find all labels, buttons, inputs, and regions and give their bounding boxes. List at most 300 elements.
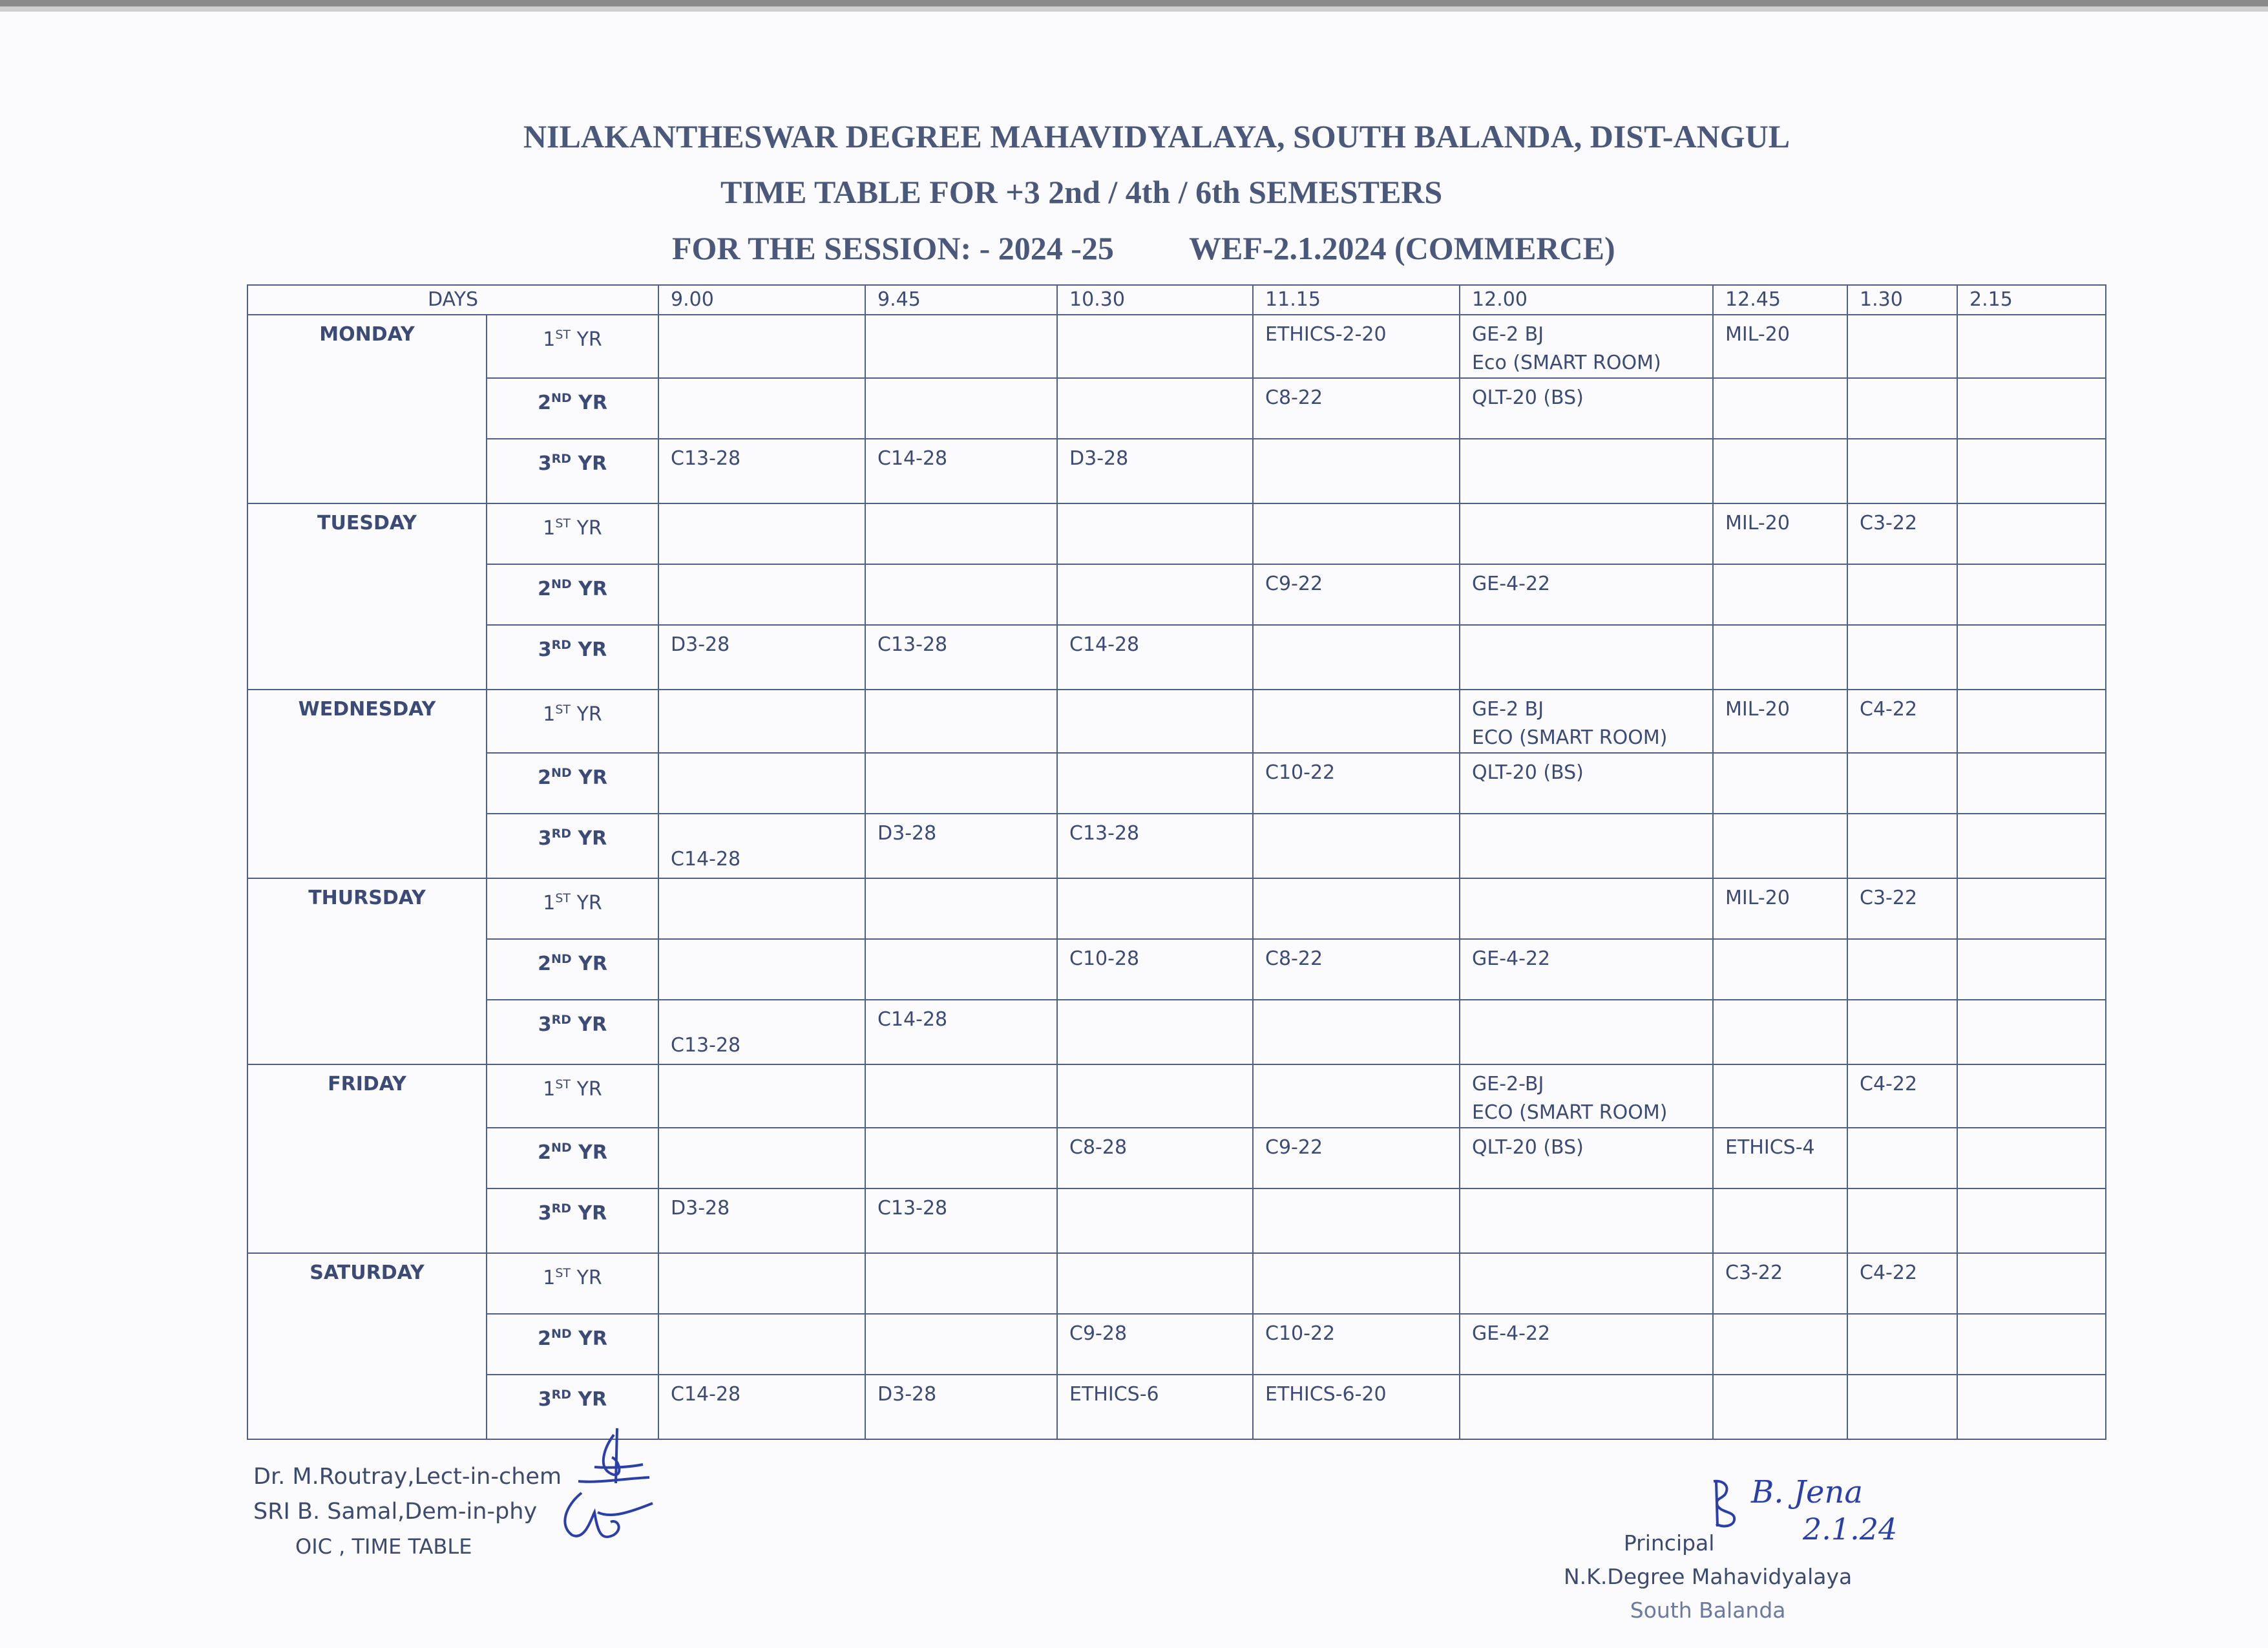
period-cell: [1847, 503, 1957, 564]
period-cell: [1957, 625, 2106, 690]
year-number: 1: [543, 1078, 556, 1101]
period-cell: [1847, 1253, 1957, 1314]
subject-text: GE-2 BJ: [1472, 323, 1544, 346]
period-cell: [1460, 1314, 1713, 1375]
timetable-row: [247, 878, 2106, 939]
year-label: [487, 753, 658, 814]
period-cell: [1253, 753, 1460, 814]
timetable-row: [247, 1064, 2106, 1128]
period-cell: [1713, 814, 1847, 878]
period-cell: [1460, 1188, 1713, 1253]
year-number: 1: [543, 703, 556, 726]
principal-title: Principal: [1623, 1530, 1715, 1556]
subject-text: C9-22: [1265, 1136, 1323, 1159]
subject-text: ETHICS-6: [1069, 1383, 1159, 1406]
period-cell: [658, 939, 865, 1000]
timetable-row: [247, 1000, 2106, 1064]
timetable: [247, 284, 2106, 1440]
year-label: [487, 1188, 658, 1253]
period-cell: [1957, 878, 2106, 939]
year-number: 1: [543, 328, 556, 351]
subject-text: C8-22: [1265, 386, 1323, 409]
timetable-row: [247, 315, 2106, 378]
timetable-row: [247, 939, 2106, 1000]
period-cell: [658, 878, 865, 939]
period-cell: [1957, 1000, 2106, 1064]
period-cell: [658, 503, 865, 564]
period-cell: [1253, 1188, 1460, 1253]
subject-text: MIL-20: [1725, 698, 1790, 721]
year-label: [487, 1253, 658, 1314]
period-cell: [1057, 378, 1253, 439]
period-cell: [1847, 814, 1957, 878]
year-number: 3: [538, 1202, 552, 1225]
year-number: 3: [538, 1013, 552, 1036]
subject-text: ETHICS-4: [1725, 1136, 1815, 1159]
period-cell: [1713, 564, 1847, 625]
subject-text: D3-28: [877, 1383, 937, 1406]
period-cell: [1253, 1314, 1460, 1375]
period-cell: [1253, 878, 1460, 939]
period-cell: [1460, 1064, 1713, 1128]
principal-initials-text: B. Jena: [1751, 1474, 1863, 1510]
period-cell: [1057, 1253, 1253, 1314]
subject-text: C9-28: [1069, 1322, 1128, 1345]
period-cell: [1957, 503, 2106, 564]
subject-text: C10-22: [1265, 761, 1336, 784]
subject-text: ECO (SMART ROOM): [1472, 726, 1668, 749]
day-label: MONDAY: [247, 315, 487, 503]
period-cell: [1847, 1064, 1957, 1128]
time-header: 12.45: [1713, 285, 1847, 315]
year-suffix: YR: [578, 766, 607, 789]
subject-text: C10-22: [1265, 1322, 1336, 1345]
year-suffix: YR: [578, 1388, 607, 1411]
year-ordinal: RD: [551, 638, 571, 652]
timetable-row: [247, 690, 2106, 753]
subject-text: C3-22: [1860, 887, 1918, 909]
year-suffix: YR: [576, 1267, 602, 1289]
period-cell: [1957, 1064, 2106, 1128]
period-cell: [1253, 503, 1460, 564]
day-label: THURSDAY: [247, 878, 487, 1064]
subject-text: ETHICS-6-20: [1265, 1383, 1387, 1406]
period-cell: [1847, 939, 1957, 1000]
period-cell: [1460, 814, 1713, 878]
period-cell: [1057, 878, 1253, 939]
period-cell: [1957, 1314, 2106, 1375]
handwritten-signature: [552, 1422, 675, 1570]
period-cell: [865, 1253, 1057, 1314]
period-cell: [658, 814, 865, 878]
year-number: 2: [538, 1327, 551, 1350]
year-ordinal: ND: [551, 952, 572, 966]
year-ordinal: ND: [551, 1327, 572, 1341]
scan-edge-shadow: [0, 6, 2268, 12]
time-header: 12.00: [1460, 285, 1713, 315]
period-cell: [1057, 1188, 1253, 1253]
year-suffix: YR: [578, 639, 607, 661]
year-number: 2: [538, 766, 551, 789]
subject-text: D3-28: [877, 822, 937, 845]
subject-text: C14-28: [671, 848, 741, 871]
period-cell: [1957, 814, 2106, 878]
period-cell: [658, 690, 865, 753]
subject-text: C8-28: [1069, 1136, 1128, 1159]
period-cell: [1253, 1064, 1460, 1128]
year-label: [487, 878, 658, 939]
period-cell: [865, 439, 1057, 503]
period-cell: [865, 753, 1057, 814]
wef-line: WEF-2.1.2024 (COMMERCE): [1189, 230, 1615, 266]
period-cell: [1713, 690, 1847, 753]
period-cell: [1460, 753, 1713, 814]
period-cell: [1057, 690, 1253, 753]
period-cell: [658, 1188, 865, 1253]
college-name: NILAKANTHESWAR DEGREE MAHAVIDYALAYA, SOUTH BALANDA, DIST-ANGUL: [523, 118, 1790, 154]
subject-text: C14-28: [1069, 633, 1140, 656]
year-ordinal: ST: [555, 1266, 571, 1280]
subject-text: MIL-20: [1725, 512, 1790, 534]
time-header: 2.15: [1957, 285, 2106, 315]
period-cell: [658, 1128, 865, 1188]
year-suffix: YR: [576, 328, 602, 351]
subject-text: C3-22: [1860, 512, 1918, 534]
year-suffix: YR: [578, 953, 607, 975]
college-short-name: N.K.Degree Mahavidyalaya: [1564, 1564, 1853, 1589]
subject-text: C13-28: [671, 447, 741, 470]
period-cell: [1847, 439, 1957, 503]
period-cell: [1957, 1253, 2106, 1314]
time-header: 1.30: [1847, 285, 1957, 315]
period-cell: [1253, 1128, 1460, 1188]
subject-text: C10-28: [1069, 947, 1140, 970]
period-cell: [1847, 564, 1957, 625]
timetable-row: [247, 753, 2106, 814]
period-cell: [1957, 1375, 2106, 1439]
period-cell: [865, 1314, 1057, 1375]
year-number: 3: [538, 452, 552, 475]
period-cell: [658, 315, 865, 378]
period-cell: [1460, 503, 1713, 564]
subject-text: GE-2 BJ: [1472, 698, 1544, 721]
period-cell: [1253, 1375, 1460, 1439]
period-cell: [658, 1314, 865, 1375]
period-cell: [1847, 1000, 1957, 1064]
period-cell: [1460, 1375, 1713, 1439]
oic-signature-block: [253, 1459, 562, 1564]
period-cell: [1253, 1000, 1460, 1064]
period-cell: [1957, 690, 2106, 753]
subject-text: C13-28: [1069, 822, 1140, 845]
period-cell: [1713, 1000, 1847, 1064]
period-cell: [865, 878, 1057, 939]
year-ordinal: ST: [555, 1077, 571, 1092]
year-ordinal: RD: [551, 452, 571, 466]
period-cell: [1460, 878, 1713, 939]
period-cell: [1460, 939, 1713, 1000]
period-cell: [1460, 315, 1713, 378]
period-cell: [1957, 753, 2106, 814]
period-cell: [1713, 378, 1847, 439]
period-cell: [1253, 939, 1460, 1000]
year-ordinal: ND: [551, 577, 572, 591]
year-suffix: YR: [576, 517, 602, 540]
period-cell: [658, 1000, 865, 1064]
days-header: DAYS: [247, 285, 658, 315]
year-number: 3: [538, 827, 552, 850]
year-label: [487, 1314, 658, 1375]
period-cell: [1057, 814, 1253, 878]
year-number: 2: [538, 392, 551, 414]
period-cell: [1957, 378, 2106, 439]
subject-text: C14-28: [671, 1383, 741, 1406]
subject-text: D3-28: [671, 1197, 730, 1220]
year-number: 3: [538, 1388, 552, 1411]
period-cell: [1057, 939, 1253, 1000]
period-cell: [1057, 439, 1253, 503]
subject-text: C13-28: [877, 633, 948, 656]
subject-text: C4-22: [1860, 698, 1918, 721]
period-cell: [865, 1128, 1057, 1188]
year-ordinal: ST: [555, 328, 571, 342]
subject-text: QLT-20 (BS): [1472, 761, 1584, 784]
year-suffix: YR: [576, 703, 602, 726]
period-cell: [1253, 690, 1460, 753]
period-cell: [865, 378, 1057, 439]
year-ordinal: ND: [551, 391, 572, 405]
subject-text: C14-28: [877, 1008, 948, 1031]
subject-text: QLT-20 (BS): [1472, 1136, 1584, 1159]
period-cell: [658, 625, 865, 690]
period-cell: [1460, 564, 1713, 625]
period-cell: [1957, 315, 2106, 378]
period-cell: [1057, 1375, 1253, 1439]
year-label: [487, 564, 658, 625]
principal-signature-block: [1564, 1527, 1852, 1627]
day-label: WEDNESDAY: [247, 690, 487, 878]
period-cell: [1057, 564, 1253, 625]
year-suffix: YR: [578, 452, 607, 475]
timetable-row: [247, 814, 2106, 878]
period-cell: [1460, 439, 1713, 503]
year-suffix: YR: [576, 892, 602, 914]
period-cell: [1713, 1188, 1847, 1253]
period-cell: [1057, 1064, 1253, 1128]
period-cell: [1057, 1314, 1253, 1375]
period-cell: [1847, 690, 1957, 753]
period-cell: [1847, 753, 1957, 814]
timetable-row: [247, 625, 2106, 690]
year-label: [487, 1000, 658, 1064]
period-cell: [865, 1064, 1057, 1128]
period-cell: [1847, 1375, 1957, 1439]
period-cell: [1057, 503, 1253, 564]
period-cell: [1957, 564, 2106, 625]
year-ordinal: ST: [555, 703, 571, 717]
year-label: [487, 503, 658, 564]
period-cell: [658, 1375, 865, 1439]
timetable-row: [247, 1128, 2106, 1188]
subject-text: C13-28: [671, 1034, 741, 1057]
period-cell: [865, 1000, 1057, 1064]
period-cell: [1713, 625, 1847, 690]
period-cell: [1057, 1128, 1253, 1188]
period-cell: [1057, 625, 1253, 690]
year-label: [487, 378, 658, 439]
timetable-body: [247, 315, 2106, 1439]
period-cell: [1847, 878, 1957, 939]
period-cell: [1253, 814, 1460, 878]
year-label: [487, 939, 658, 1000]
subject-text: Eco (SMART ROOM): [1472, 352, 1661, 374]
scan-edge: [0, 0, 2268, 6]
period-cell: [865, 690, 1057, 753]
session-line: FOR THE SESSION: - 2024 -25: [672, 230, 1114, 266]
subject-text: D3-28: [1069, 447, 1129, 470]
period-cell: [1957, 1128, 2106, 1188]
timetable-row: [247, 378, 2106, 439]
year-label: [487, 315, 658, 378]
year-suffix: YR: [576, 1078, 602, 1101]
timetable-title: TIME TABLE FOR +3 2nd / 4th / 6th SEMESTERS: [720, 174, 1443, 210]
year-suffix: YR: [578, 1141, 607, 1164]
period-cell: [1057, 1000, 1253, 1064]
period-cell: [865, 1375, 1057, 1439]
period-cell: [1847, 625, 1957, 690]
year-number: 2: [538, 1141, 551, 1164]
year-suffix: YR: [578, 578, 607, 600]
period-cell: [1460, 625, 1713, 690]
subject-text: QLT-20 (BS): [1472, 386, 1584, 409]
year-suffix: YR: [578, 1202, 607, 1225]
period-cell: [865, 625, 1057, 690]
period-cell: [1847, 1314, 1957, 1375]
subject-text: C4-22: [1860, 1073, 1918, 1095]
time-header: 10.30: [1057, 285, 1253, 315]
header-row: [247, 285, 2106, 315]
oic-name-2: SRI B. Samal,Dem-in-phy: [253, 1499, 538, 1525]
subject-text: C4-22: [1860, 1262, 1918, 1284]
college-location: South Balanda: [1630, 1598, 1786, 1623]
period-cell: [1847, 378, 1957, 439]
subject-text: MIL-20: [1725, 323, 1790, 346]
period-cell: [1253, 378, 1460, 439]
period-cell: [1713, 1128, 1847, 1188]
period-cell: [1957, 939, 2106, 1000]
year-label: [487, 1128, 658, 1188]
period-cell: [1253, 439, 1460, 503]
oic-name-1: Dr. M.Routray,Lect-in-chem: [253, 1464, 562, 1490]
year-suffix: YR: [578, 827, 607, 850]
period-cell: [1057, 753, 1253, 814]
year-label: [487, 439, 658, 503]
year-suffix: YR: [578, 1327, 607, 1350]
timetable-row: [247, 1188, 2106, 1253]
year-ordinal: RD: [551, 1013, 571, 1027]
year-ordinal: RD: [551, 827, 571, 841]
time-header: 11.15: [1253, 285, 1460, 315]
period-cell: [865, 814, 1057, 878]
subject-text: GE-4-22: [1472, 1322, 1551, 1345]
period-cell: [1460, 1128, 1713, 1188]
timetable-row: [247, 503, 2106, 564]
principal-date-text: 2.1.24: [1803, 1512, 1898, 1547]
timetable-row: [247, 564, 2106, 625]
period-cell: [658, 1064, 865, 1128]
subject-text: GE-2-BJ: [1472, 1073, 1544, 1095]
day-label: TUESDAY: [247, 503, 487, 690]
period-cell: [1253, 315, 1460, 378]
period-cell: [1713, 878, 1847, 939]
period-cell: [1957, 1188, 2106, 1253]
period-cell: [658, 564, 865, 625]
period-cell: [1713, 315, 1847, 378]
oic-title: OIC , TIME TABLE: [295, 1534, 472, 1559]
year-ordinal: RD: [551, 1388, 571, 1402]
period-cell: [1713, 1375, 1847, 1439]
subject-text: C14-28: [877, 447, 948, 470]
year-label: [487, 814, 658, 878]
period-cell: [1713, 439, 1847, 503]
period-cell: [1713, 503, 1847, 564]
period-cell: [658, 378, 865, 439]
subject-text: ECO (SMART ROOM): [1472, 1101, 1668, 1124]
period-cell: [1847, 1128, 1957, 1188]
year-number: 1: [543, 517, 556, 540]
year-ordinal: ST: [555, 516, 571, 531]
subject-text: C13-28: [877, 1197, 948, 1220]
year-ordinal: RD: [551, 1201, 571, 1216]
period-cell: [865, 564, 1057, 625]
year-number: 2: [538, 953, 551, 975]
timetable-row: [247, 1253, 2106, 1314]
year-number: 3: [538, 639, 552, 661]
period-cell: [1460, 690, 1713, 753]
day-label: SATURDAY: [247, 1253, 487, 1439]
timetable-row: [247, 1314, 2106, 1375]
period-cell: [865, 939, 1057, 1000]
period-cell: [658, 753, 865, 814]
period-cell: [1713, 1253, 1847, 1314]
subject-text: ETHICS-2-20: [1265, 323, 1387, 346]
period-cell: [658, 439, 865, 503]
period-cell: [1253, 564, 1460, 625]
period-cell: [1957, 439, 2106, 503]
subject-text: C8-22: [1265, 947, 1323, 970]
year-label: [487, 1064, 658, 1128]
subject-text: MIL-20: [1725, 887, 1790, 909]
time-header: 9.45: [865, 285, 1057, 315]
subject-text: C9-22: [1265, 573, 1323, 595]
timetable-row: [247, 439, 2106, 503]
subject-text: GE-4-22: [1472, 947, 1551, 970]
period-cell: [658, 1253, 865, 1314]
period-cell: [1713, 1064, 1847, 1128]
year-label: [487, 690, 658, 753]
subject-text: GE-4-22: [1472, 573, 1551, 595]
period-cell: [1713, 753, 1847, 814]
day-label: FRIDAY: [247, 1064, 487, 1253]
period-cell: [1253, 1253, 1460, 1314]
period-cell: [865, 315, 1057, 378]
period-cell: [865, 1188, 1057, 1253]
period-cell: [865, 503, 1057, 564]
year-suffix: YR: [578, 392, 607, 414]
year-label: [487, 625, 658, 690]
timetable-row: [247, 1375, 2106, 1439]
year-ordinal: ND: [551, 1141, 572, 1155]
